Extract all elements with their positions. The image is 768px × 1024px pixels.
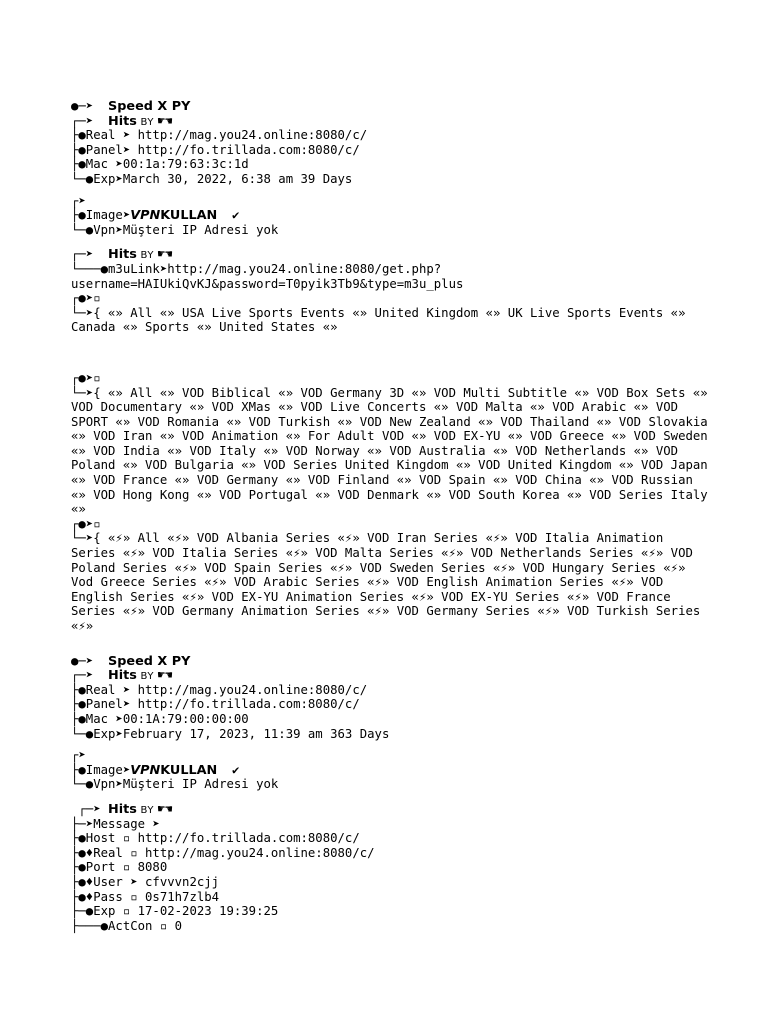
hand-icon: ☛☚ — [157, 801, 173, 816]
message-row: ├─➤Message ➤ — [71, 816, 160, 831]
live-categories-list: └─➤{ «» All «» USA Live Sports Events «» United Kingdom «» UK Live Sports Events «» Canada «» Sports «» United States «» — [71, 305, 693, 335]
hit-block-2 — [71, 654, 711, 792]
vpn-label: 𝙑𝙋𝙉 — [130, 762, 161, 778]
by-label: BY — [136, 116, 158, 128]
tree-prefix: ●─➤ — [71, 653, 109, 668]
title-line — [71, 99, 711, 114]
tree-prefix: ┌─➤ — [71, 113, 109, 128]
actcon-row: ├───●ActCon ▫ 0 — [71, 918, 183, 933]
account-block — [71, 802, 711, 933]
m3u-block — [71, 247, 716, 633]
image-prefix: ├●Image➤ — [71, 762, 131, 777]
vod-categories-list: └─➤{ «» All «» VOD Biblical «» VOD Germany 3D «» VOD Multi Subtitle «» VOD Box Sets «» VOD Documentary «» VOD XMas «» VOD Live Concerts «» VOD Malta «» VOD Arabic «» VOD SPORT «» VOD Romania «» VOD Turkish «» VOD New Zealand «» VOD Thailand «» VOD Slovakia «» VOD Iran «» VOD Animation «» For Adult VOD «» VOD EX-YU «» VOD Greece «» VOD Sweden «» VOD India «» VOD Italy «» VOD Norway «» VOD Australia «» VOD Netherlands «» VOD Poland «» VOD Bulgaria «» VOD Series United Kingdom «» VOD United Kingdom «» VOD Japan «» VOD France «» VOD Germany «» VOD Finland «» VOD Spain «» VOD China «» VOD Russian «» VOD Hong Kong «» VOD Portugal «» VOD Denmark «» VOD South Korea «» VOD Series Italy «» — [71, 385, 716, 517]
real-row: ├●Real ➤ http://mag.you24.online:8080/c/ — [71, 682, 368, 697]
document-body — [71, 99, 716, 933]
vod-categories-head: ┌●➤▫ — [71, 370, 101, 385]
image-top-line: ┌➤ — [71, 193, 86, 208]
port-row: ├●Port ▫ 8080 — [71, 860, 168, 875]
series-categories-head: ┌●➤▫ — [71, 516, 101, 531]
kullan-label: KULLAN — [160, 762, 218, 778]
check-icon: ✔ — [217, 208, 240, 223]
hit-block-1 — [71, 99, 711, 237]
hand-icon: ☛☚ — [157, 247, 173, 262]
image-prefix: ├●Image➤ — [71, 208, 131, 223]
by-label: BY — [136, 671, 158, 683]
real-row: ├●Real ➤ http://mag.you24.online:8080/c/ — [71, 128, 368, 143]
check-icon: ✔ — [217, 762, 240, 777]
tree-prefix: ●─➤ — [71, 99, 109, 113]
m3u-link-continuation: username=HAIUkiQvKJ&password=T0pyik3Tb9&type=m3u_plus — [71, 276, 464, 291]
hits-line — [71, 247, 711, 262]
image-line — [71, 763, 711, 778]
tree-prefix: ┌─➤ — [71, 801, 109, 816]
live-categories-head: ┌●➤▫ — [71, 291, 101, 306]
pass-row: ├●♦Pass ▫ 0s71h7zlb4 — [71, 889, 220, 904]
hits-label: Hits — [108, 113, 137, 129]
real-row: ├●♦Real ▫ http://mag.you24.online:8080/c/ — [71, 845, 375, 860]
hand-icon: ☛☚ — [157, 113, 173, 128]
hits-label: Hits — [108, 668, 137, 684]
tree-prefix: ┌─➤ — [71, 668, 109, 683]
app-title: Speed X PY — [108, 99, 191, 114]
tree-prefix: ┌─➤ — [71, 247, 109, 262]
mac-row: ├●Mac ➤00:1A:79:00:00:00 — [71, 711, 249, 726]
vpn-label: 𝙑𝙋𝙉 — [130, 208, 161, 224]
user-row: ├●♦User ➤ cfvvvn2cjj — [71, 874, 220, 889]
by-label: BY — [136, 250, 158, 262]
hand-icon: ☛☚ — [157, 668, 173, 683]
panel-row: ├●Panel➤ http://fo.trillada.com:8080/c/ — [71, 697, 360, 712]
vpn-row: └─●Vpn➤Müşteri IP Adresi yok — [71, 777, 279, 792]
hits-label: Hits — [108, 801, 137, 817]
title-line — [71, 654, 711, 669]
hits-line — [71, 114, 711, 129]
hits-line — [71, 668, 711, 683]
host-row: ├●Host ▫ http://fo.trillada.com:8080/c/ — [71, 831, 360, 846]
exp-row: └─●Exp➤February 17, 2023, 11:39 am 363 Days — [71, 726, 390, 741]
hits-label: Hits — [108, 247, 137, 263]
mac-row: ├●Mac ➤00:1a:79:63:3c:1d — [71, 157, 249, 172]
series-categories-list: └─➤{ «⚡» All «⚡» VOD Albania Series «⚡» VOD Iran Series «⚡» VOD Italia Animation Series «⚡» VOD Italia Series «⚡» VOD Malta Series «⚡» VOD Netherlands Series «⚡» VOD Poland Series «⚡» VOD Spain Series «⚡» VOD Sweden Series «⚡» VOD Hungary Series «⚡» Vod Greece Series «⚡» VOD Arabic Series «⚡» VOD English Animation Series «⚡» VOD English Series «⚡» VOD EX-YU Animation Series «⚡» VOD EX-YU Series «⚡» VOD France Series «⚡» VOD Germany Animation Series «⚡» VOD Germany Series «⚡» VOD Turkish Series «⚡» — [71, 531, 708, 633]
hits-line — [71, 802, 711, 817]
app-title: Speed X PY — [108, 653, 191, 669]
m3u-link-row: └───●m3uLink➤http://mag.you24.online:8080/get.php? — [71, 261, 442, 276]
vpn-row: └─●Vpn➤Müşteri IP Adresi yok — [71, 222, 279, 237]
exp-row: └─●Exp➤March 30, 2022, 6:38 am 39 Days — [71, 171, 353, 186]
by-label: BY — [136, 804, 158, 816]
image-top-line: ┌➤ — [71, 748, 86, 763]
exp-row: ├─●Exp ▫ 17-02-2023 19:39:25 — [71, 904, 279, 919]
image-line — [71, 208, 711, 223]
kullan-label: KULLAN — [160, 208, 218, 224]
panel-row: ├●Panel➤ http://fo.trillada.com:8080/c/ — [71, 142, 360, 157]
